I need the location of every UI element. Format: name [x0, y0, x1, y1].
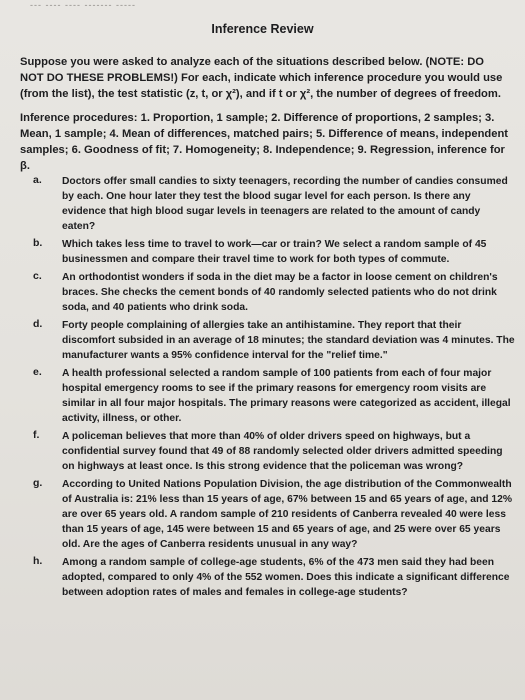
problem-item-c [20, 270, 516, 315]
instructions-paragraph: Suppose you were asked to analyze each of the situations described below. (NOTE: DO NOT DO THESE PROBLEMS!) For each, indicate which inference procedure you would use (from the list), the test statistic (z, t, or χ²), and if t or χ², the number of degrees of freedom. [20, 56, 503, 100]
problem-letter: e. [33, 366, 42, 378]
problem-text: Which takes less time to travel to work—car or train? We select a random sample of 45 businessmen and compare their travel time to work for both types of commute. [62, 239, 487, 265]
problem-item-d [20, 318, 516, 363]
problem-item-e [20, 366, 516, 426]
problem-item-h [20, 555, 516, 600]
problem-text: Among a random sample of college-age students, 6% of the 473 men said they had been adopted, compared to only 4% of the 552 women. Does this indicate a significant difference between adoption rates of males and females in college-age students? [62, 557, 510, 598]
problem-item-f [20, 429, 516, 474]
problem-text: A health professional selected a random sample of 100 patients from each of four major hospital emergency rooms to see if the primary reasons for emergency room visits are similar in all four major hospitals. The primary reasons were categorized as accident, illegal activity, illness, or other. [62, 368, 511, 424]
problem-letter: f. [33, 429, 40, 441]
problem-list [20, 174, 516, 603]
problem-letter: c. [33, 270, 42, 282]
problem-letter: d. [33, 318, 43, 330]
page-title: Inference Review [211, 22, 314, 36]
problem-text: A policeman believes that more than 40% of older drivers speed on highways, but a confidential survey found that 49 of 88 randomly selected older drivers admitted speeding on highways at least once. Is this strong evidence that the policeman was wrong? [62, 431, 503, 472]
procedures-list: Inference procedures: 1. Proportion, 1 sample; 2. Difference of proportions, 2 samples; 3. Mean, 1 sample; 4. Mean of differences, matched pairs; 5. Difference of means, independent samples; 6. Goodness of fit; 7. Homogeneity; 8. Independence; 9. Regression, inference for β. [20, 112, 509, 172]
problem-text: According to United Nations Population Division, the age distribution of the Commonwealth of Australia is: 21% less than 15 years of age, 67% between 15 and 65 years of age, and 12% are over 65 years old. A random sample of 210 residents of Canberra revealed 40 were less than 15 years of age, 145 were between 15 and 65 years of age, and 25 were over 65 years old. Are the ages of Canberra residents unusual in any way? [62, 479, 513, 550]
problem-letter: a. [33, 174, 42, 186]
bleed-through-text: --- ---- ---- ------- ----- [30, 0, 136, 10]
problem-item-a [20, 174, 516, 234]
problem-letter: g. [33, 477, 43, 489]
problem-letter: b. [33, 237, 43, 249]
problem-item-b [20, 237, 516, 267]
problem-text: Doctors offer small candies to sixty teenagers, recording the number of candies consumed by each. One hour later they test the blood sugar level for each person. Is there any evidence that high blood sugar levels in teenagers are related to the amount of candy eaten? [62, 176, 508, 232]
problem-text: An orthodontist wonders if soda in the diet may be a factor in loose cement on children's braces. She checks the cement bonds of 40 randomly selected patients who do not drink soda, and 40 patients who drink soda. [62, 272, 498, 313]
problem-text: Forty people complaining of allergies take an antihistamine. They report that their discomfort subsided in an average of 18 minutes; the standard deviation was 4 minutes. The manufacturer wants a 95% confidence interval for the "relief time." [62, 320, 515, 361]
problem-letter: h. [33, 555, 43, 567]
problem-item-g [20, 477, 516, 552]
